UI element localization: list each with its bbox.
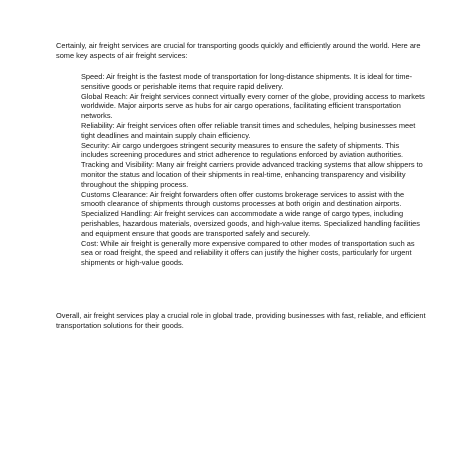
aspect-cost: Cost: While air freight is generally more expensive compared to other modes of transportation such as sea or road freight, the speed and reliability it offers can justify the higher costs, particularly for urgent shipments or high-value goods. (81, 238, 415, 268)
list-item (81, 239, 426, 268)
aspect-speed: Speed: Air freight is the fastest mode of transportation for long-distance shipments. It is ideal for time-sensitive goods or perishable items that require rapid delivery. (81, 72, 413, 91)
list-item (81, 92, 426, 121)
aspect-security: Security: Air cargo undergoes stringent security measures to ensure the safety of shipments. This includes screening procedures and strict adherence to regulations enforced by aviation authorities. (81, 140, 404, 160)
conclusion-paragraph: Overall, air freight services play a crucial role in global trade, providing businesses with fast, reliable, and efficient transportation solutions for their goods. (56, 311, 426, 330)
aspect-customs: Customs Clearance: Air freight forwarders often offer customs brokerage services to assist with the smooth clearance of shipments through customs processes at both origin and destination airports. (81, 189, 405, 209)
aspect-specialized-handling: Specialized Handling: Air freight services can accommodate a wide range of cargo types, including perishables, hazardous materials, oversized goods, and high-value items. Specialized handling facilities and equipment ensure that goods are transported safely and securely. (81, 209, 420, 238)
list-item (81, 160, 426, 189)
intro-paragraph: Certainly, air freight services are crucial for transporting goods quickly and efficiently around the world. Here are some key aspects of air freight services: (56, 41, 421, 60)
list-item (81, 121, 426, 141)
aspect-tracking: Tracking and Visibility: Many air freight carriers provide advanced tracking systems that allow shippers to monitor the status and location of their shipments in real-time, enhancing transparency and visibility throughout the shipping process. (81, 160, 423, 189)
list-item (81, 209, 426, 238)
aspect-global-reach: Global Reach: Air freight services connect virtually every corner of the globe, providing access to markets worldwide. Major airports serve as hubs for air cargo operations, facilitating efficient transportation networks. (81, 91, 425, 121)
aspect-reliability: Reliability: Air freight services often offer reliable transit times and schedules, helping businesses meet tight deadlines and maintain supply chain efficiency. (81, 120, 416, 140)
list-item (81, 141, 426, 161)
list-item (81, 72, 426, 92)
aspects-list (81, 72, 426, 268)
list-item (81, 190, 426, 210)
